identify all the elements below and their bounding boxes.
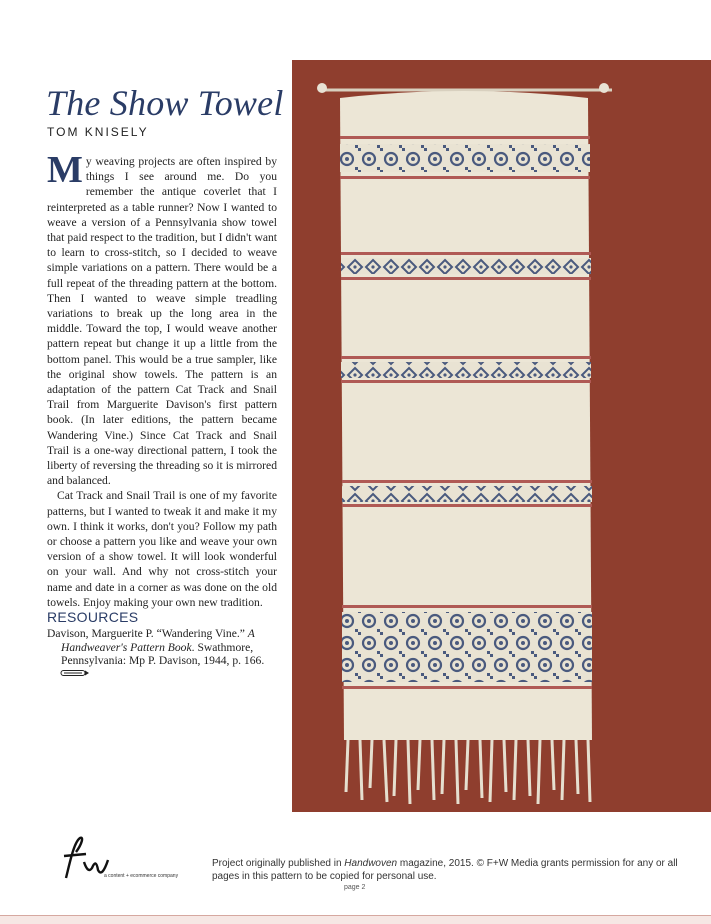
citation-publisher: . Swathmore, <box>191 640 254 654</box>
page-title: The Show Towel <box>46 83 284 123</box>
citation-author: Davison, Marguerite P. “Wandering Vine.” <box>47 627 248 640</box>
citation-location: Pennsylvania: Mp P. Davison, 1944, p. 166. <box>61 654 265 668</box>
citation-book-a: A <box>247 627 255 640</box>
pencil-icon <box>60 669 90 677</box>
bottom-divider <box>0 915 711 916</box>
resources-heading: RESOURCES <box>47 609 139 625</box>
paragraph-2: Cat Track and Snail Trail is one of my favorite patterns, but I wanted to tweak it and make it my own. I think it works, don't you? Follow my path or choose a pattern you like and weave your own version of a show towel. It will look wonderful on your wall. And why not cross-stitch your name and date in a corner as was done on the old towels. Enjoy making your own new tradition. <box>47 489 277 609</box>
footer-notice-a: Project originally published in <box>212 858 345 869</box>
article-body <box>47 149 277 610</box>
footer-tagline: a content + ecommerce company <box>104 873 179 879</box>
paragraph-1 <box>47 149 277 488</box>
resources-citation <box>47 627 272 668</box>
citation-book-title: Handweaver's Pattern Book <box>61 640 192 654</box>
page-number: page 2 <box>344 884 366 891</box>
towel-photo <box>292 60 711 812</box>
author-byline: TOM KNISELY <box>47 125 149 139</box>
towel-illustration <box>292 60 711 812</box>
footer-magazine: Handwoven <box>344 858 398 869</box>
footer-notice <box>212 857 682 883</box>
footer-notice-b: magazine, 2015. © F+W Media grants permission for any or all pages in this pattern to be copied for personal use. <box>212 858 678 882</box>
bottom-bar <box>0 915 711 924</box>
drop-cap: M <box>47 149 83 191</box>
paragraph-1-text: y weaving projects are often inspired by things I see around me. Do you remember the antique coverlet that I reinterpreted as a table runner? Now I wanted to weave a version of a Pennsylvania show towel that paid respect to the tradition, but I didn't want to learn to cross-stitch, so I decided to weave simple variations on a pattern. There would be a full repeat of the threading pattern at the bottom. Then I wanted to weave simple treadling variations to break up the long area in the middle. Toward the top, I would weave another pattern repeat but change it up a little from the bottom panel. This would be a true sampler, like the original show towels. The pattern is an adaptation of the pattern Cat Track and Snail Trail from Marguerite Davison's first pattern book. (In later editions, the pattern became Wandering Vine.) Since Cat Track and Snail Trail is a one-way directional pattern, I took the liberty of reversing the threading so it is mirrored and balanced. <box>47 155 277 488</box>
